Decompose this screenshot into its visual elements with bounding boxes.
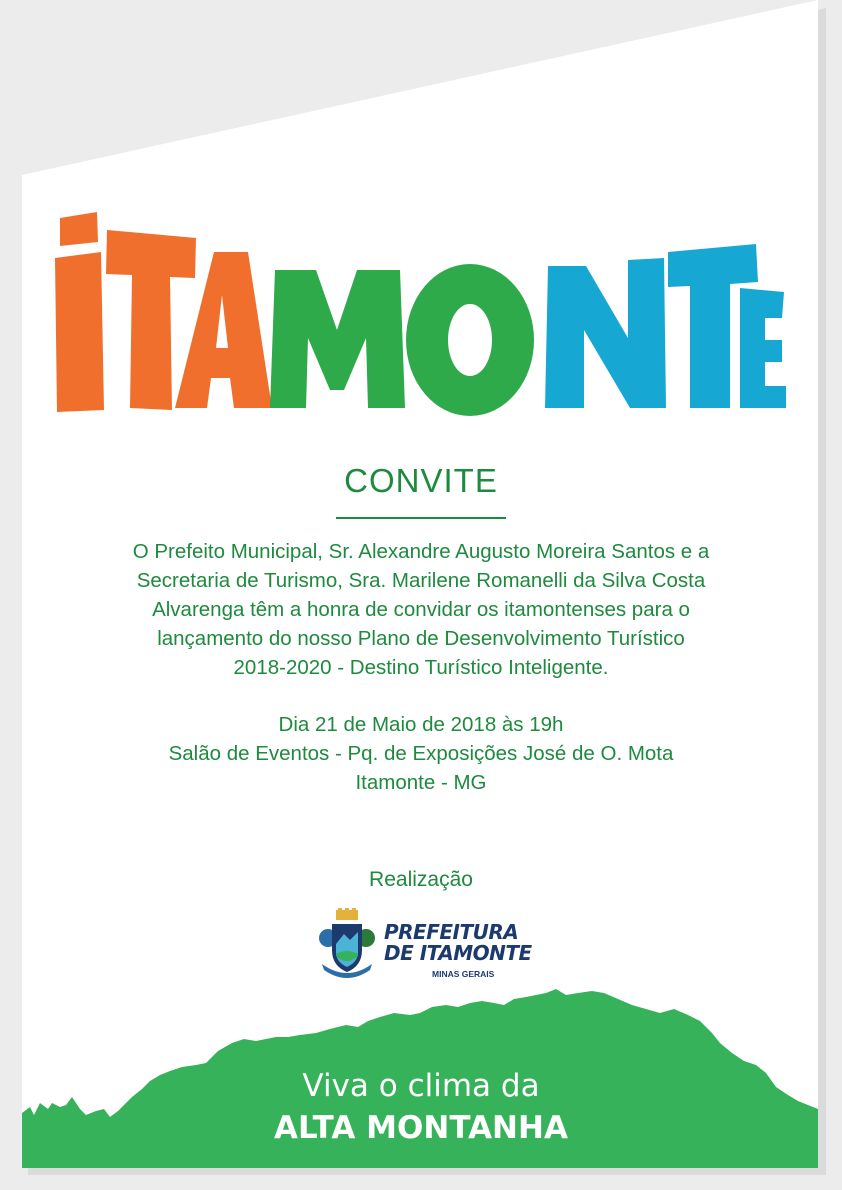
coat-of-arms-icon: [314, 908, 384, 988]
logo-letter-o: [406, 264, 534, 416]
prefeitura-state: MINAS GERAIS: [432, 969, 495, 979]
logo-letter-m: [270, 270, 405, 408]
event-date: Dia 21 de Maio de 2018 às 19h: [278, 713, 564, 736]
body-line: Alvarenga têm a honra de convidar os itamontenses para o: [152, 598, 690, 621]
logo-letter-e: [740, 288, 786, 408]
title-underline: [336, 517, 506, 519]
body-line: 2018-2020 - Destino Turístico Inteligente.: [233, 656, 609, 679]
invitation-body: [60, 537, 782, 682]
body-line: Secretaria de Turismo, Sra. Marilene Romanelli da Silva Costa: [136, 569, 706, 592]
prefeitura-title-line2: DE ITAMONTE: [384, 941, 532, 965]
prefeitura-logo: [314, 908, 532, 988]
prefeitura-title-line1: PREFEITURA: [384, 920, 519, 944]
slogan-line2: ALTA MONTANHA: [274, 1110, 568, 1146]
logo-letter-n: [545, 258, 666, 408]
logo-letter-i: [55, 212, 104, 412]
invitation-title: CONVITE: [344, 462, 498, 499]
itamonte-logo: [0, 190, 842, 420]
body-line: O Prefeito Municipal, Sr. Alexandre Augusto Moreira Santos e a: [132, 540, 710, 563]
event-venue: Salão de Eventos - Pq. de Exposições José de O. Mota: [168, 742, 674, 765]
body-line: lançamento do nosso Plano de Desenvolvimento Turístico: [157, 627, 685, 650]
slogan-line1: Viva o clima da: [302, 1068, 540, 1104]
realizacao-label: Realização: [369, 868, 473, 891]
event-city: Itamonte - MG: [355, 771, 487, 794]
event-details: [60, 710, 782, 797]
